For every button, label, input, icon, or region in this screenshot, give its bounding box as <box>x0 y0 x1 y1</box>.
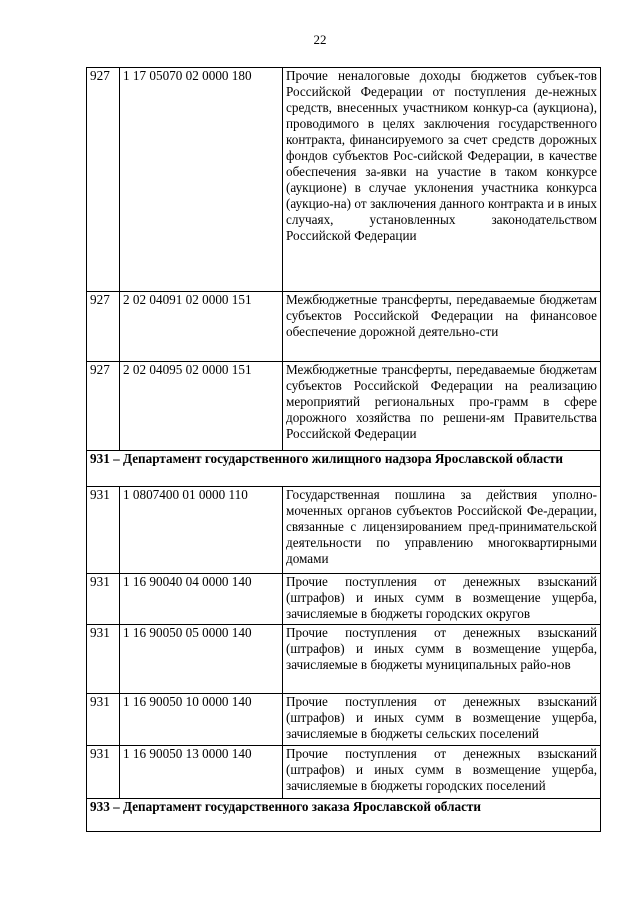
description-cell: Прочие поступления от денежных взысканий (штрафов) и иных сумм в возмещение ущерба, зачисляемые в бюджеты городских поселений <box>283 746 601 799</box>
table-row <box>87 362 601 451</box>
section-header-row <box>87 799 601 832</box>
table-row <box>87 487 601 574</box>
admin-code-cell: 931 <box>87 574 120 625</box>
section-header: 931 – Департамент государственного жилищного надзора Ярославской области <box>87 451 601 487</box>
admin-code-cell: 927 <box>87 292 120 362</box>
description-cell: Прочие поступления от денежных взысканий (штрафов) и иных сумм в возмещение ущерба, зачисляемые в бюджеты сельских поселений <box>283 694 601 746</box>
table-row <box>87 574 601 625</box>
description-cell: Прочие поступления от денежных взысканий (штрафов) и иных сумм в возмещение ущерба, зачисляемые в бюджеты муниципальных райо-нов <box>283 625 601 694</box>
budget-code-cell: 1 16 90050 05 0000 140 <box>120 625 283 694</box>
description-cell: Прочие неналоговые доходы бюджетов субъек-тов Российской Федерации от поступления де-нежных средств, внесенных участником конкур-са (аукциона), проводимого в целях заключения государственного контракта, финансируемого за счет средств дорожных фондов субъектов Рос-сийской Федерации, в качестве обеспечения за-явки на участие в таком конкурсе (аукционе) в случае уклонения участника конкурса (аукцио-на) от заключения данного контракта и в иных случаях, установленных законодательством Российской Федерации <box>283 68 601 292</box>
budget-code-cell: 1 16 90050 10 0000 140 <box>120 694 283 746</box>
table-row <box>87 746 601 799</box>
budget-code-cell: 1 0807400 01 0000 110 <box>120 487 283 574</box>
admin-code-cell: 931 <box>87 625 120 694</box>
table-row <box>87 292 601 362</box>
table-row <box>87 625 601 694</box>
page-number: 22 <box>313 32 327 47</box>
description-cell: Межбюджетные трансферты, передаваемые бюджетам субъектов Российской Федерации на реализацию мероприятий региональных про-грамм в сфере дорожного хозяйства по решени-ям Правительства Российской Федерации <box>283 362 601 451</box>
budget-code-cell: 1 17 05070 02 0000 180 <box>120 68 283 292</box>
admin-code-cell: 927 <box>87 362 120 451</box>
admin-code-cell: 927 <box>87 68 120 292</box>
section-header-row <box>87 451 601 487</box>
description-cell: Прочие поступления от денежных взысканий (штрафов) и иных сумм в возмещение ущерба, зачисляемые в бюджеты городских округов <box>283 574 601 625</box>
admin-code-cell: 931 <box>87 487 120 574</box>
admin-code-cell: 931 <box>87 746 120 799</box>
budget-code-cell: 2 02 04095 02 0000 151 <box>120 362 283 451</box>
admin-code-cell: 931 <box>87 694 120 746</box>
budget-code-cell: 1 16 90040 04 0000 140 <box>120 574 283 625</box>
description-cell: Государственная пошлина за действия уполно-моченных органов субъектов Российской Фе-дерации, связанные с лицензированием пред-принимательской деятельности по управлению многоквартирными домами <box>283 487 601 574</box>
description-cell: Межбюджетные трансферты, передаваемые бюджетам субъектов Российской Федерации на финансовое обеспечение дорожной деятельно-сти <box>283 292 601 362</box>
section-header: 933 – Департамент государственного заказа Ярославской области <box>87 799 601 832</box>
table-row <box>87 68 601 292</box>
budget-classification-table <box>86 67 601 832</box>
table-row <box>87 694 601 746</box>
budget-code-cell: 2 02 04091 02 0000 151 <box>120 292 283 362</box>
budget-code-cell: 1 16 90050 13 0000 140 <box>120 746 283 799</box>
